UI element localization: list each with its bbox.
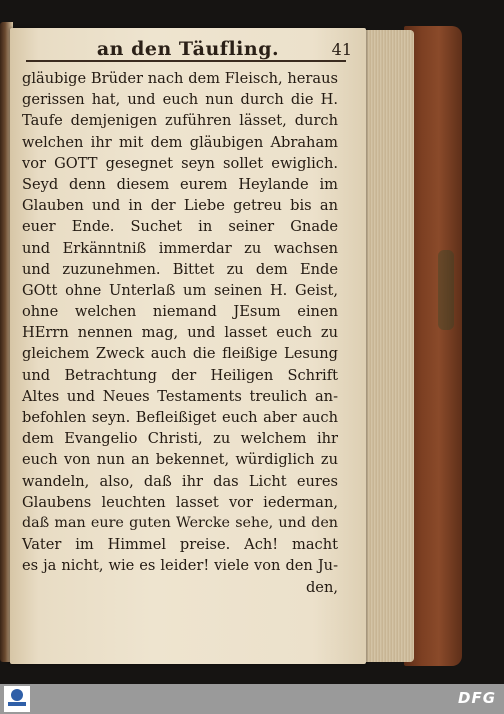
text-line: dem Evangelio Christi, zu welchem ihr <box>22 430 338 448</box>
text-line: Taufe demjenigen zuführen lässet, durch <box>22 112 338 130</box>
header-rule <box>26 60 346 62</box>
text-line: gleichem Zweck auch die fleißige Lesung <box>22 345 338 363</box>
text-line: GOtt ohne Unterlaß um seinen H. Geist, <box>22 281 338 299</box>
text-line: Seyd denn diesem eurem Heylande im <box>22 175 338 193</box>
dfg-logo: DFG <box>458 689 497 707</box>
catchword: den, <box>305 578 338 596</box>
text-line: und zuzunehmen. Bittet zu dem Ende <box>22 260 338 278</box>
text-line: welchen ihr mit dem gläubigen Abraham <box>22 133 338 151</box>
body-text <box>22 68 338 598</box>
viewer-footer <box>0 684 504 714</box>
text-line: und Betrachtung der Heiligen Schrift <box>22 366 338 384</box>
text-line: Glaubens leuchten lasset vor iederman, <box>22 493 338 511</box>
text-line: Glauben und in der Liebe getreu bis an <box>22 197 338 215</box>
text-line: wandeln, also, daß ihr das Licht eures <box>22 472 338 490</box>
text-line: befohlen seyn. Befleißiget euch aber auch <box>22 409 338 426</box>
text-line: ohne welchen niemand JEsum einen <box>22 303 338 321</box>
text-line: Altes und Neues Testaments treulich an- <box>22 387 338 405</box>
text-line: euch von nun an bekennet, würdiglich zu <box>22 451 338 469</box>
text-line: HErrn nennen mag, und lasset euch zu <box>22 324 338 342</box>
logo-base-icon <box>8 702 26 706</box>
logo-mark-icon <box>11 689 23 701</box>
page-number: 41 <box>331 40 352 59</box>
text-line: und Erkänntniß immerdar zu wachsen <box>22 239 338 257</box>
library-logo <box>4 686 30 712</box>
text-line: euer Ende. Suchet in seiner Gnade <box>22 218 338 236</box>
text-line: gerissen hat, und euch nun durch die H. <box>22 91 338 109</box>
text-line: daß man eure guten Wercke sehe, und den <box>22 514 338 531</box>
text-line: vor GOTT gesegnet seyn sollet ewiglich. <box>22 154 338 172</box>
page-stack-edges <box>362 30 414 662</box>
running-head: an den Täufling. <box>96 38 280 60</box>
text-line: Vater im Himmel preise. Ach! macht <box>22 536 338 554</box>
text-line: gläubige Brüder nach dem Fleisch, heraus <box>22 70 338 87</box>
text-line: es ja nicht, wie es leider! viele von den Ju- <box>22 557 338 575</box>
cover-stain <box>438 250 454 330</box>
